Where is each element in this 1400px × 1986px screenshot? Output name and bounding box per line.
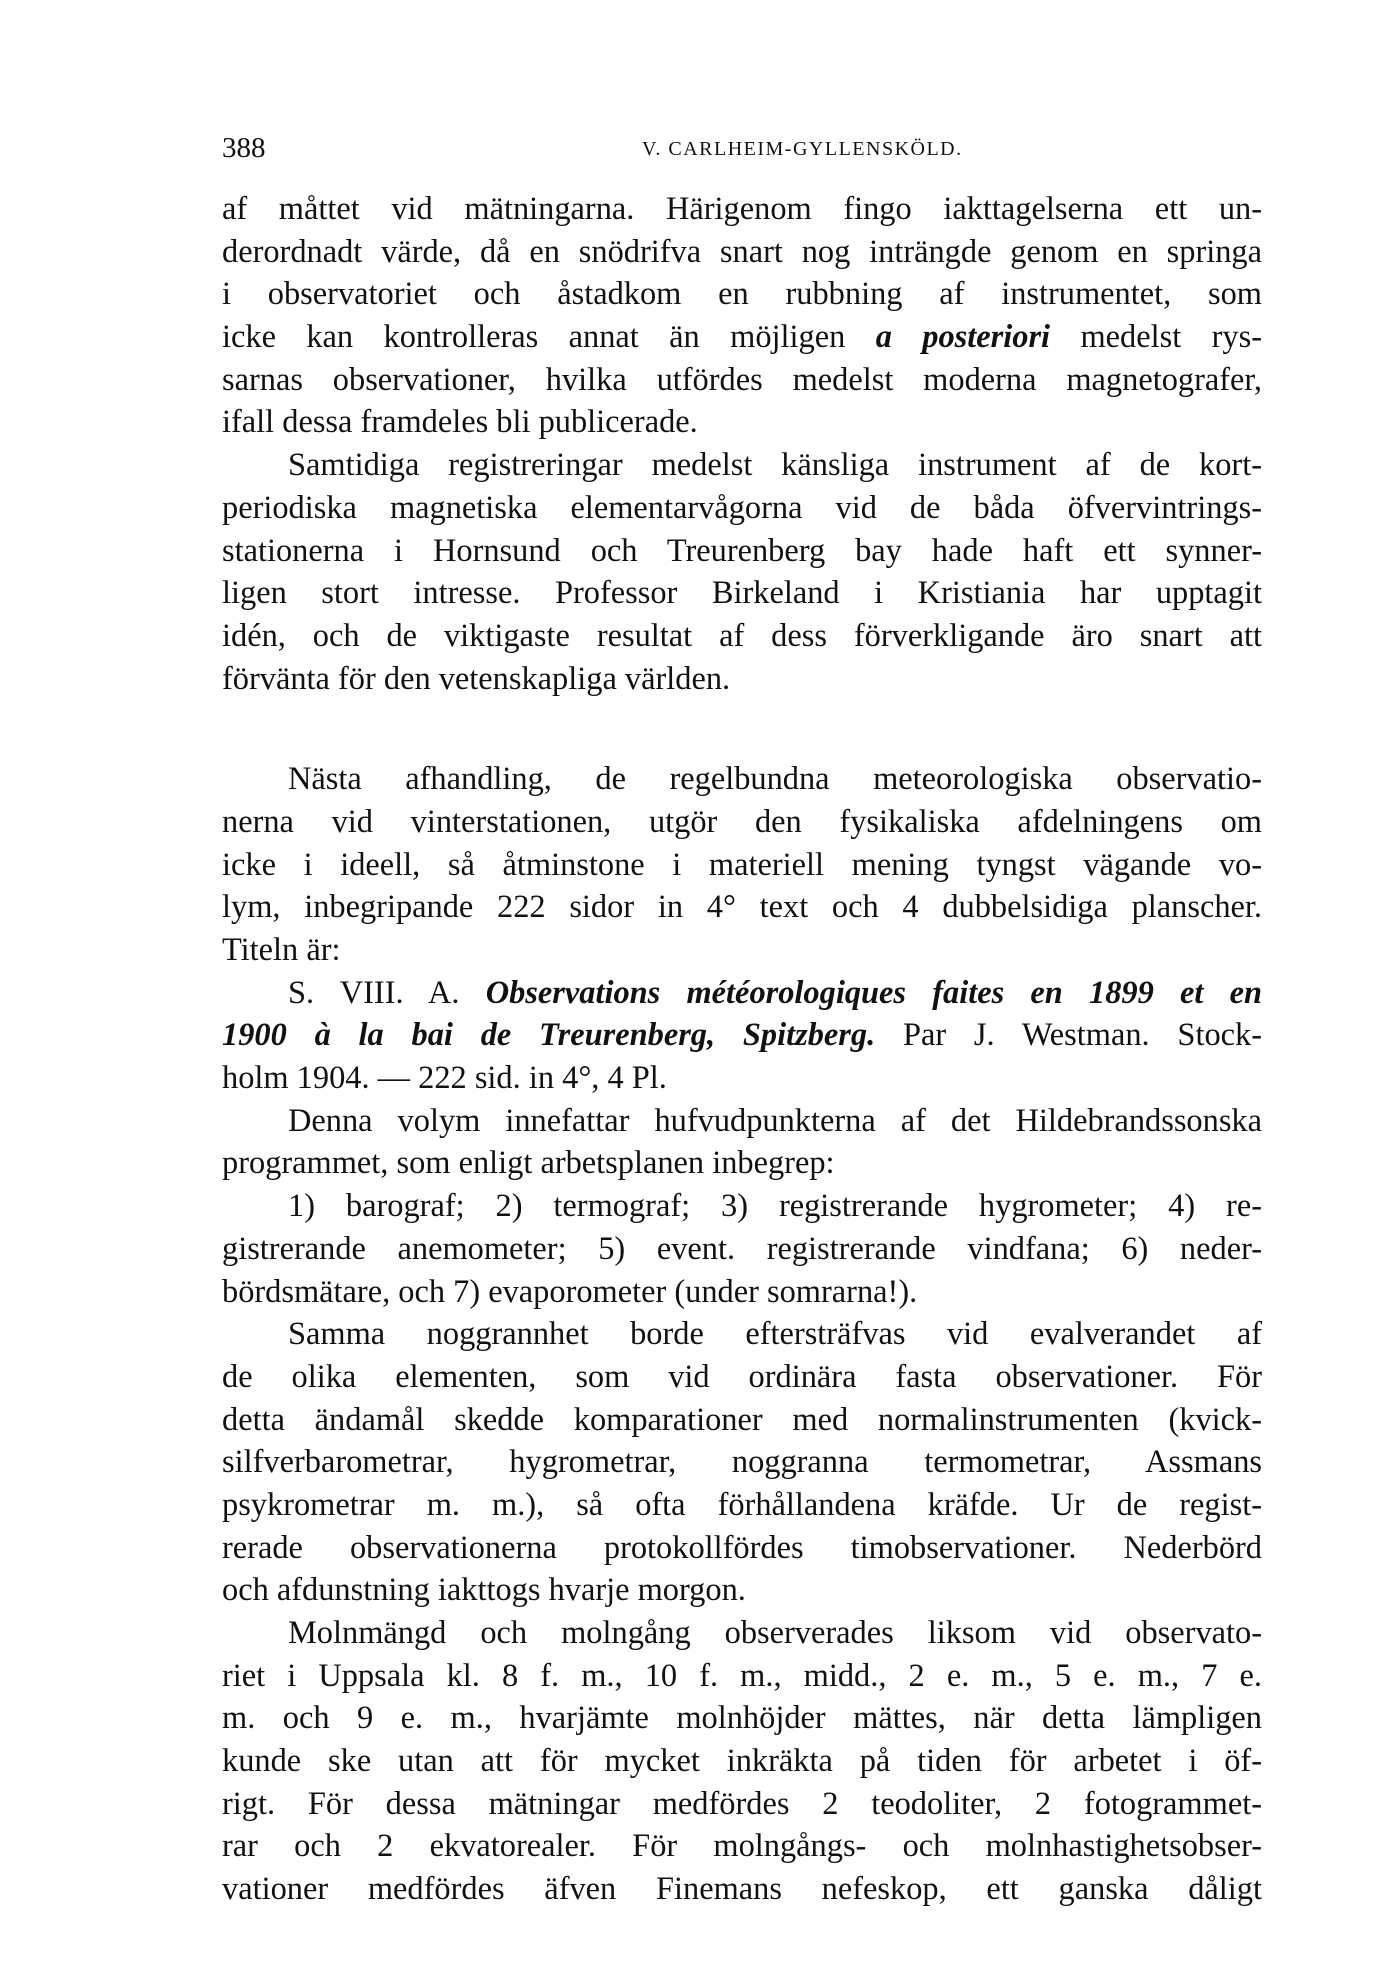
text-line: vationer medfördes äfven Finemans nefeskop, ett ganska dåligt: [222, 1871, 1262, 1908]
text-line: icke i ideell, så åtminstone i materiell mening tyngst vägande vo-: [222, 846, 1262, 883]
text-line: [222, 1014, 1262, 1057]
text-line: Nästa afhandling, de regelbundna meteorologiska observatio-: [288, 761, 1262, 798]
italic-phrase: a posteriori: [875, 319, 1051, 356]
text-line: gistrerande anemometer; 5) event. registrerande vindfana; 6) neder-: [222, 1230, 1262, 1267]
text-line: bördsmätare, och 7) evaporometer (under somrarna!).: [222, 1273, 918, 1310]
text-line: detta ändamål skedde komparationer med normalinstrumenten (kvick-: [222, 1401, 1262, 1438]
text-line: ifall dessa framdeles bli publicerade.: [222, 404, 698, 441]
text-line: idén, och de viktigaste resultat af dess förverkligande äro snart att: [222, 617, 1262, 654]
text-line: periodiska magnetiska elementarvågorna vid de båda öfvervintrings-: [222, 489, 1262, 526]
text-segment: medelst rys-: [1050, 319, 1262, 356]
text-line: holm 1904. — 222 sid. in 4°, 4 Pl.: [222, 1060, 667, 1097]
text-line: rar och 2 ekvatorealer. För molngångs- och molnhastighetsobser-: [222, 1828, 1262, 1865]
text-line: 1) barograf; 2) termograf; 3) registrerande hygrometer; 4) re-: [288, 1188, 1262, 1225]
text-segment: S. VIII. A.: [288, 974, 486, 1011]
text-line: derordnadt värde, då en snödrifva snart nog inträngde genom en springa: [222, 233, 1262, 270]
text-line: Samtidiga registreringar medelst känsliga instrument af de kort-: [288, 447, 1262, 484]
body-text: [222, 188, 1262, 1911]
text-line: sarnas observationer, hvilka utfördes medelst moderna magnetografer,: [222, 361, 1262, 398]
text-line: nerna vid vinterstationen, utgör den fysikaliska afdelningens om: [222, 803, 1262, 840]
text-line: af måttet vid mätningarna. Härigenom fingo iakttagelserna ett un-: [222, 191, 1262, 227]
text-line: förvänta för den vetenskapliga världen.: [222, 660, 731, 697]
text-line: och afdunstning iakttogs hvarje morgon.: [222, 1572, 746, 1609]
running-title: V. CARLHEIM-GYLLENSKÖLD.: [642, 138, 963, 160]
text-line: programmet, som enligt arbetsplanen inbegrep:: [222, 1145, 835, 1182]
text-line: Samma noggrannhet borde eftersträfvas vid evalverandet af: [288, 1316, 1262, 1353]
italic-title-segment: 1900 à la bai de Treurenberg, Spitzberg.: [222, 1017, 876, 1054]
text-line: rerade observationerna protokollfördes timobservationer. Nederbörd: [222, 1529, 1262, 1566]
text-segment: Par J. Westman. Stock-: [875, 1017, 1262, 1054]
italic-title-segment: Observations météorologiques faites en 1899 et en: [485, 974, 1262, 1011]
text-line: i observatoriet och åstadkom en rubbning af instrumentet, som: [222, 276, 1262, 313]
text-line: psykrometrar m. m.), så ofta förhållandena kräfde. Ur de regist-: [222, 1486, 1262, 1523]
text-line: Titeln är:: [222, 932, 341, 968]
text-line: lym, inbegripande 222 sidor in 4° text och 4 dubbelsidiga planscher.: [222, 889, 1262, 926]
text-line: kunde ske utan att för mycket inkräkta på tiden för arbetet i öf-: [222, 1743, 1262, 1780]
page-number: 388: [222, 132, 266, 164]
text-segment: icke kan kontrolleras annat än möjligen: [222, 319, 876, 356]
text-line: rigt. För dessa mätningar medfördes 2 teodoliter, 2 fotogrammet-: [222, 1785, 1262, 1822]
text-line: ligen stort intresse. Professor Birkeland i Kristiania har upptagit: [222, 575, 1262, 612]
text-line: riet i Uppsala kl. 8 f. m., 10 f. m., midd., 2 e. m., 5 e. m., 7 e.: [222, 1657, 1262, 1694]
text-line: [222, 972, 1262, 1015]
text-line: m. och 9 e. m., hvarjämte molnhöjder mättes, när detta lämpligen: [222, 1700, 1262, 1737]
text-line: stationerna i Hornsund och Treurenberg bay hade haft ett synner-: [222, 532, 1262, 569]
running-head: [222, 130, 1262, 170]
text-line: de olika elementen, som vid ordinära fasta observationer. För: [222, 1358, 1262, 1395]
text-line: [222, 316, 1262, 359]
text-line: Molnmängd och molngång observerades liksom vid observato-: [288, 1615, 1262, 1651]
text-line: silfverbarometrar, hygrometrar, noggranna termometrar, Assmans: [222, 1444, 1262, 1481]
text-line: Denna volym innefattar hufvudpunkterna af det Hildebrandssonska: [288, 1102, 1262, 1139]
